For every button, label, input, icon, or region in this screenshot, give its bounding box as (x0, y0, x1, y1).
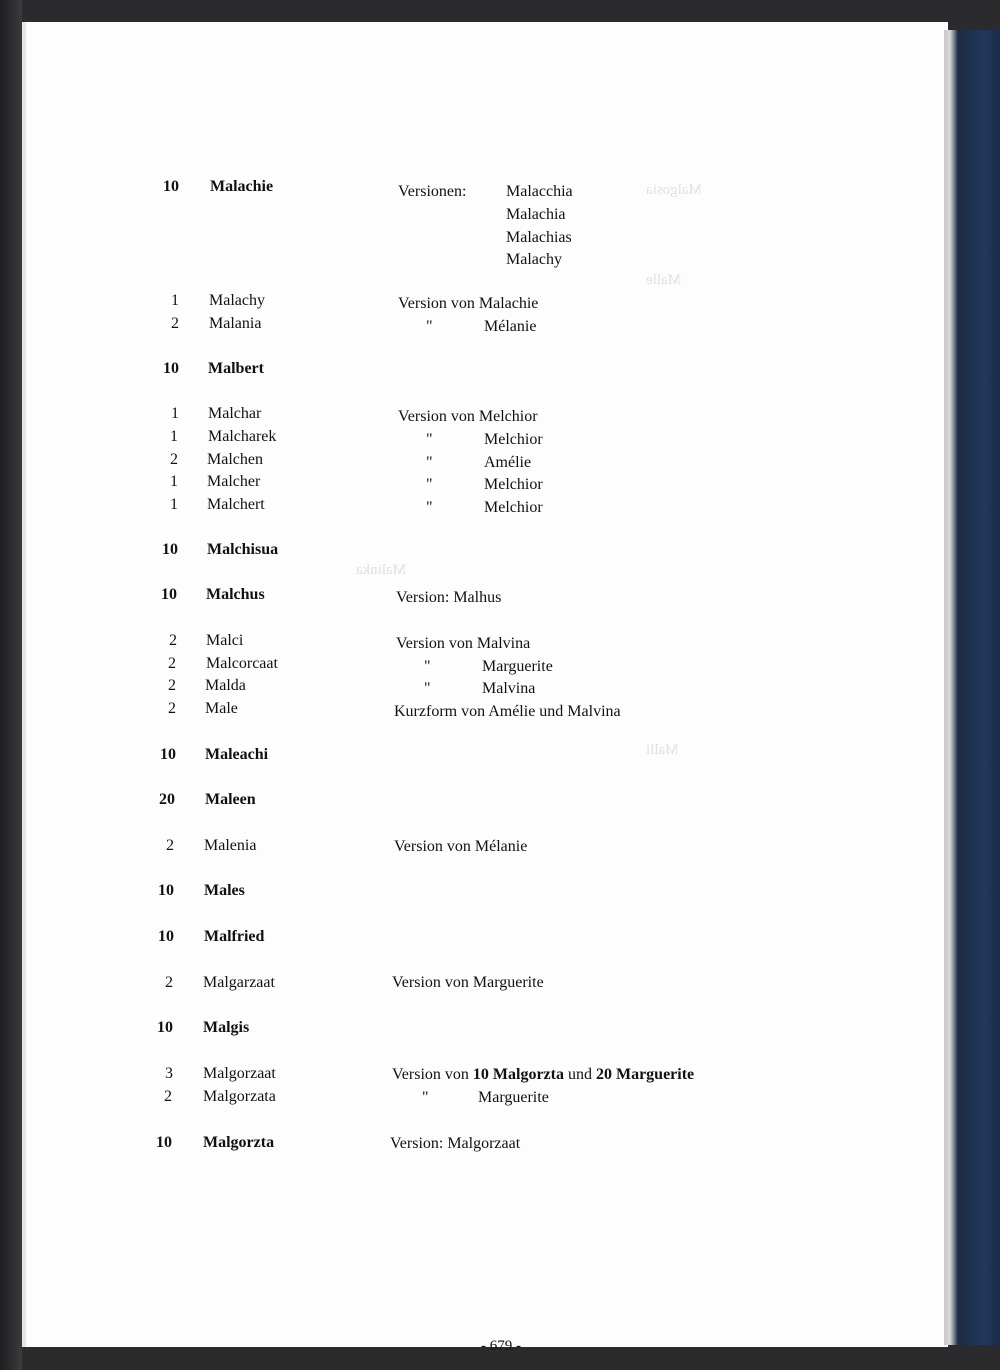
entry-count: 2 (171, 315, 179, 332)
bleed-through: Malle (646, 272, 681, 288)
bleed-through: Malli (646, 742, 679, 758)
version-item: Malachy (506, 251, 562, 268)
entry-name: Malchar (208, 405, 262, 422)
note-text: Version: Malhus (396, 589, 502, 606)
bleed-through: Malinka (356, 562, 406, 578)
entry-count: 2 (168, 655, 176, 672)
note-row (484, 499, 543, 517)
entry-count: 10 (163, 360, 179, 377)
note-ref-bold: 10 Malgorzta (472, 1066, 564, 1083)
note-ref: Melchior (484, 431, 543, 448)
entry-count: 10 (157, 1019, 173, 1036)
note-row (484, 454, 531, 472)
entry-count: 1 (171, 405, 179, 422)
entry-name: Malchus (206, 586, 265, 603)
versionen-label: Versionen: (398, 183, 467, 200)
note-row (424, 680, 431, 698)
note-row (392, 974, 544, 992)
entry-count: 1 (170, 496, 178, 513)
entry-count: 1 (171, 292, 179, 309)
entry-name: Males (204, 882, 245, 899)
note-text: Version von Malvina (396, 635, 531, 652)
note-row (424, 658, 431, 676)
entry-name: Malenia (204, 837, 257, 854)
note-row (484, 318, 536, 336)
entry-count: 10 (162, 541, 178, 558)
note-row (506, 229, 572, 247)
note-row (482, 680, 535, 698)
note-ref: Mélanie (484, 318, 537, 335)
entry-count: 10 (163, 178, 179, 195)
entry-count: 3 (165, 1065, 173, 1082)
entry-name: Malania (209, 315, 262, 332)
entry-count: 10 (161, 586, 177, 603)
ditto-mark: " (426, 318, 433, 335)
page-number: - 679 - (481, 1338, 521, 1354)
note-row (426, 431, 433, 449)
entry-name: Malachie (210, 178, 274, 195)
entry-name: Malgis (203, 1019, 250, 1036)
note-row (392, 1066, 694, 1084)
entry-count: 10 (156, 1134, 172, 1151)
entry-name: Malgarzaat (203, 974, 275, 991)
note-row (506, 206, 566, 224)
entry-name: Malchert (207, 496, 265, 513)
note-text: Kurzform von Amélie und Malvina (394, 703, 621, 720)
note-row (426, 499, 433, 517)
note-text: und (563, 1066, 596, 1083)
ditto-mark: " (424, 680, 431, 697)
note-row (398, 408, 538, 426)
note-row (394, 703, 621, 721)
entry-name: Malcher (207, 473, 261, 490)
entry-name: Malchen (207, 451, 263, 468)
note-text: Version von Marguerite (392, 974, 544, 991)
entry-name: Malgorzaat (203, 1065, 276, 1082)
entry-name: Malda (205, 677, 246, 694)
entry-name: Malachy (209, 292, 265, 309)
entry-name: Maleen (205, 791, 256, 808)
bleed-through: Malgosia (646, 182, 702, 198)
ditto-mark: " (426, 454, 433, 471)
entry-count: 2 (168, 677, 176, 694)
note-text: Version von Malachie (398, 295, 539, 312)
entry-name: Malfried (204, 928, 265, 945)
note-ref: Marguerite (482, 658, 553, 675)
version-item: Malachias (506, 229, 572, 246)
note-row (398, 295, 538, 313)
note-row (394, 838, 527, 856)
entry-count: 1 (170, 473, 178, 490)
ditto-mark: " (426, 431, 433, 448)
note-row (506, 251, 562, 269)
note-text: Version von Mélanie (394, 838, 528, 855)
entry-count: 2 (165, 974, 173, 991)
note-text: Version von Melchior (398, 408, 538, 425)
ditto-mark: " (424, 658, 431, 675)
entry-name: Maleachi (205, 746, 269, 763)
entry-name: Male (205, 700, 238, 717)
page-edge-shadow (0, 0, 22, 1370)
entry-name: Malcorcaat (206, 655, 278, 672)
ditto-mark: " (422, 1089, 429, 1106)
note-row (426, 454, 433, 472)
note-row (484, 476, 543, 494)
version-item: Malachia (506, 206, 566, 223)
entry-count: 2 (166, 837, 174, 854)
entry-name: Malgorzata (203, 1088, 276, 1105)
ditto-mark: " (426, 476, 433, 493)
note-row (506, 183, 573, 201)
note-row (426, 476, 433, 494)
entry-name: Malgorzta (203, 1134, 275, 1151)
note-ref: Malvina (482, 680, 536, 697)
entry-count: 2 (169, 632, 177, 649)
version-item: Malacchia (506, 183, 573, 200)
entry-count: 20 (159, 791, 175, 808)
note-row (482, 658, 553, 676)
note-row (426, 318, 433, 336)
note-text: Version von (392, 1066, 473, 1083)
entry-count: 10 (158, 882, 174, 899)
entry-count: 2 (168, 700, 176, 717)
note-ref: Amélie (484, 454, 532, 471)
note-row (478, 1089, 549, 1107)
note-row (396, 589, 501, 607)
note-text: Version: Malgorzaat (390, 1135, 521, 1152)
entry-name: Malci (206, 632, 244, 649)
ditto-mark: " (426, 499, 433, 516)
note-row (422, 1089, 429, 1107)
note-ref: Marguerite (478, 1089, 549, 1106)
book-page (22, 22, 948, 1354)
note-ref: Melchior (484, 476, 543, 493)
entry-name: Malcharek (208, 428, 277, 445)
note-ref: Melchior (484, 499, 543, 516)
note-row (484, 431, 543, 449)
note-ref-bold: 20 Marguerite (595, 1066, 695, 1083)
entry-count: 2 (170, 451, 178, 468)
entry-count: 10 (160, 746, 176, 763)
book-binding (944, 30, 1000, 1345)
note-row (396, 635, 530, 653)
entry-count: 2 (164, 1088, 172, 1105)
note-row (390, 1135, 520, 1153)
entry-count: 10 (158, 928, 174, 945)
note-row (398, 183, 466, 201)
entry-name: Malchisua (207, 541, 279, 558)
entry-name: Malbert (208, 360, 264, 377)
entry-count: 1 (170, 428, 178, 445)
